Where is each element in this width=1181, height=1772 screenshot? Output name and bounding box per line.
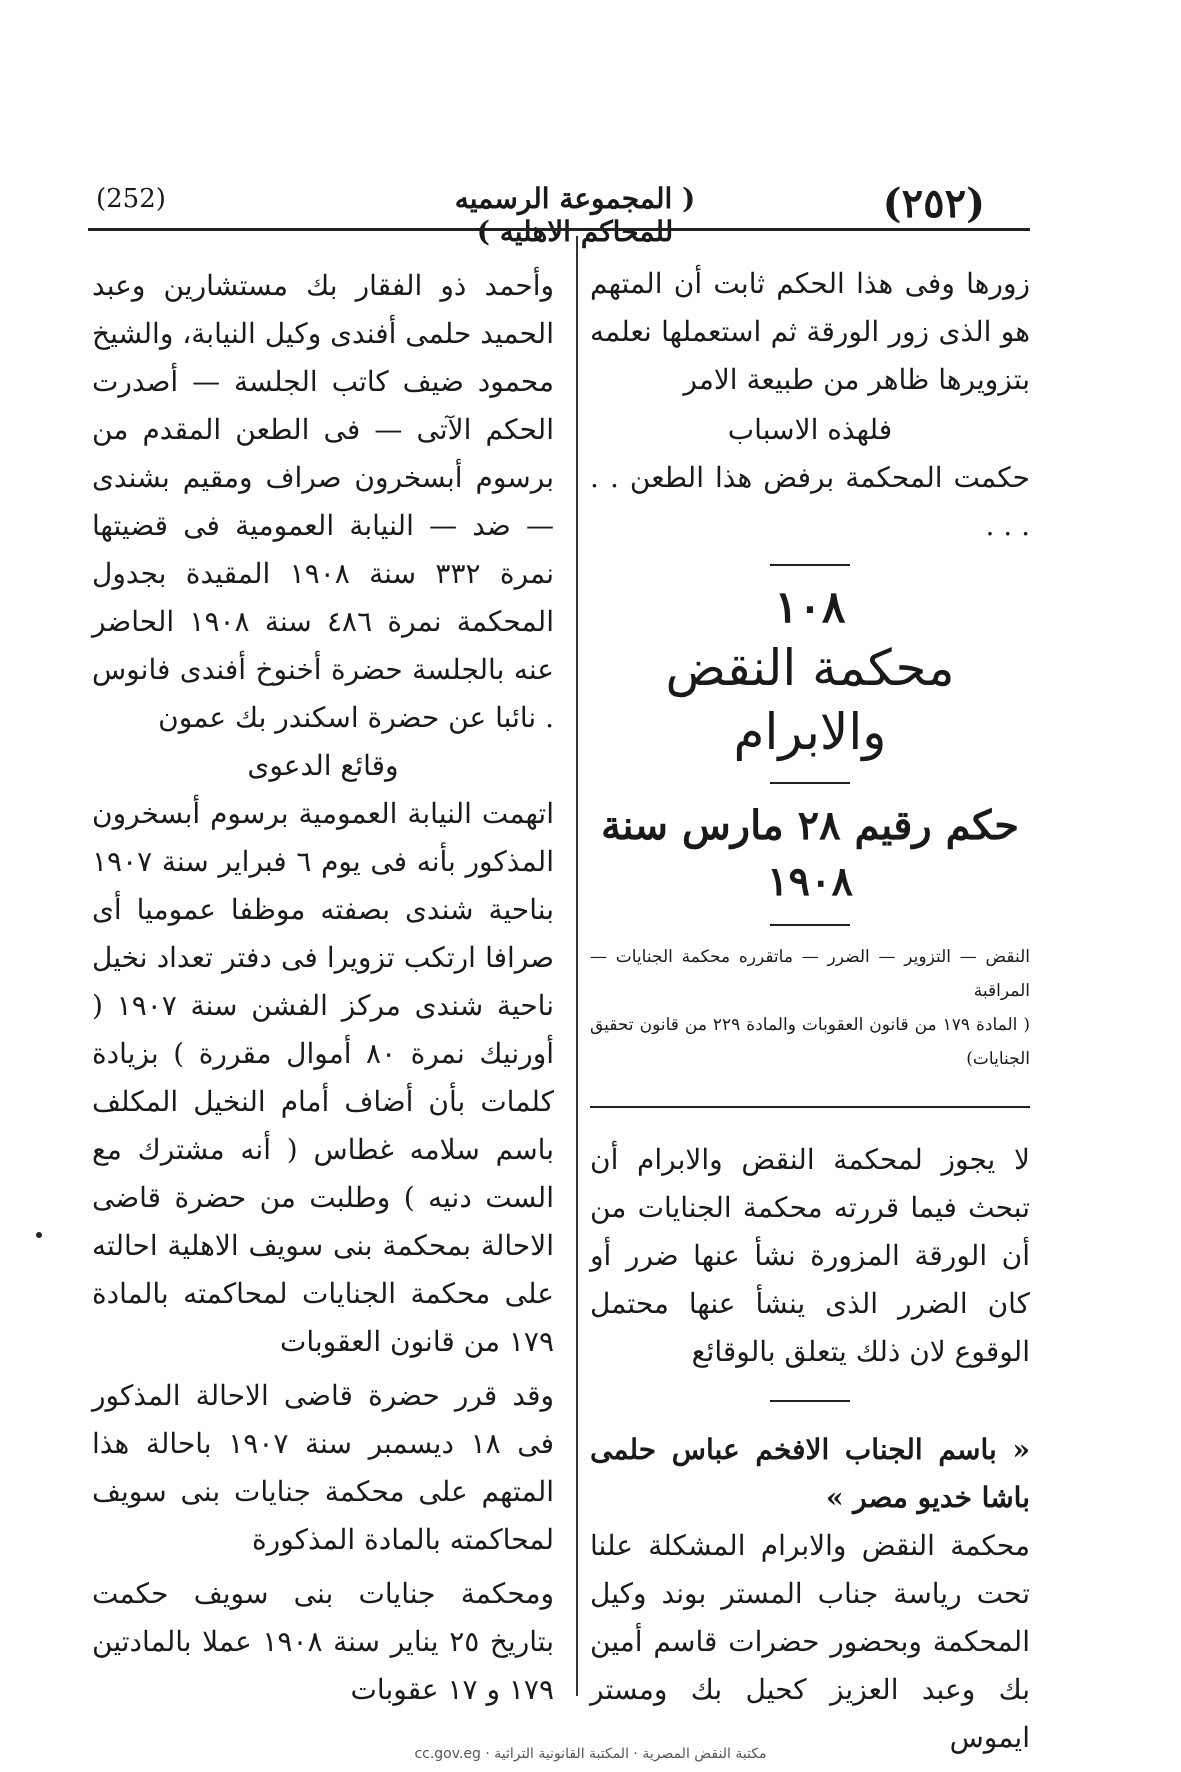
separator [590, 1106, 1030, 1108]
keywords: النقض — التزوير — الضرر — ماتقرره محكمة الجنايات — المراقبة [590, 947, 1030, 1001]
paragraph-composition: وأحمد ذو الفقار بك مستشارين وعبد الحميد حلمى أفندى وكيل النيابة، والشيخ محمود ضيف كاتب الجلسة — أصدرت الحكم الآتى — فى الطعن المقدم من برسوم أبسخرون صراف ومقيم بشندى — ضد — النيابة العمومية فى قضيتها نمرة ٣٣٢ سنة ١٩٠٨ المقيدة بجدول المحكمة نمرة ٤٨٦ سنة ١٩٠٨ الحاضر عنه بالجلسة حضرة أخنوخ أفندى فانوس . نائبا عن حضرة اسكندر بك عمون [92, 269, 554, 734]
paragraph-judgment: ومحكمة جنايات بنى سويف حكمت بتاريخ ٢٥ يناير سنة ١٩٠٨ عملا بالمادتين ١٧٩ و ١٧ عقوبات [92, 1577, 555, 1706]
separator [770, 782, 850, 784]
court-name: محكمة النقض والابرام [665, 639, 955, 761]
court-composition: محكمة النقض والابرام المشكلة علنا تحت رياسة جناب المستر بوند وكيل المحكمة وبحضور حضرات قاسم أمين بك وعبد العزيز كحيل بك ومستر ايموس [590, 1529, 1030, 1754]
page-number-latin: (252) [96, 184, 166, 214]
paragraph-referral: وقد قرر حضرة قاضى الاحالة المذكور فى ١٨ ديسمبر سنة ١٩٠٧ باحالة هذا المتهم على محكمة جنايات بنى سويف لمحاكمته بالمادة المذكورة [92, 1379, 555, 1556]
facts-heading: وقائع الدعوى [247, 749, 399, 782]
right-column [590, 260, 1030, 1762]
case-number: ١٠٨ [774, 582, 846, 633]
ink-dot [36, 1232, 42, 1238]
separator [770, 564, 850, 566]
separator [770, 924, 850, 926]
column-divider [576, 236, 578, 1696]
verdict-text: حكمت المحكمة برفض هذا الطعن . . . . . [590, 461, 1030, 542]
ruling-date: حكم رقيم ٢٨ مارس سنة ١٩٠٨ [600, 802, 1020, 905]
header-rule [88, 228, 1030, 231]
left-column [92, 262, 554, 1714]
publication-title: ( المجموعة الرسميه للمحاكم الاهليه ) [454, 182, 696, 248]
invocation: « باسم الجناب الافخم عباس حلمى باشا خديو مصر » [590, 1433, 1030, 1514]
page-number-arabic: (٢٥٢) [882, 180, 985, 227]
separator [770, 1400, 850, 1402]
headnote: لا يجوز لمحكمة النقض والابرام أن تبحث فيما قررته محكمة الجنايات من أن الورقة المزورة نشأ عنها ضرر أو كان الضرر الذى ينشأ عنها محتمل الوقوع لان ذلك يتعلق بالوقائع [590, 1143, 1030, 1368]
opening-text: زورها وفى هذا الحكم ثابت أن المتهم هو الذى زور الورقة ثم استعملها نعلمه بتزويرها ظاهر من طبيعة الامر [590, 267, 1030, 396]
legal-articles: ( المادة ١٧٩ من قانون العقوبات والمادة ٢٢٩ من قانون تحقيق الجنايات) [590, 1015, 1031, 1069]
paragraph-facts: اتهمت النيابة العمومية برسوم أبسخرون المذكور بأنه فى يوم ٦ فبراير سنة ١٩٠٧ بناحية شندى بصفته موظفا عموميا أى صرافا ارتكب تزويرا فى دفتر تعداد نخيل ناحية شندى مركز الفشن سنة ١٩٠٧ ( أورنيك نمرة ٨٠ أموال مقررة ) بزيادة كلمات بأن أضاف أمام النخيل المكلف باسم سلامه غطاس ( أنه مشترك مع الست دنيه ) وطلبت من حضرة قاضى الاحالة بمحكمة بنى سويف الاهلية احالته على محكمة الجنايات لمحاكمته بالمادة ١٧٩ من قانون العقوبات [92, 797, 555, 1358]
footer-attribution: cc.gov.eg · مكتبة النقض المصرية · المكتبة القانونية التراثية [414, 1746, 767, 1762]
reasons-heading: فلهذه الاسباب [727, 413, 893, 446]
